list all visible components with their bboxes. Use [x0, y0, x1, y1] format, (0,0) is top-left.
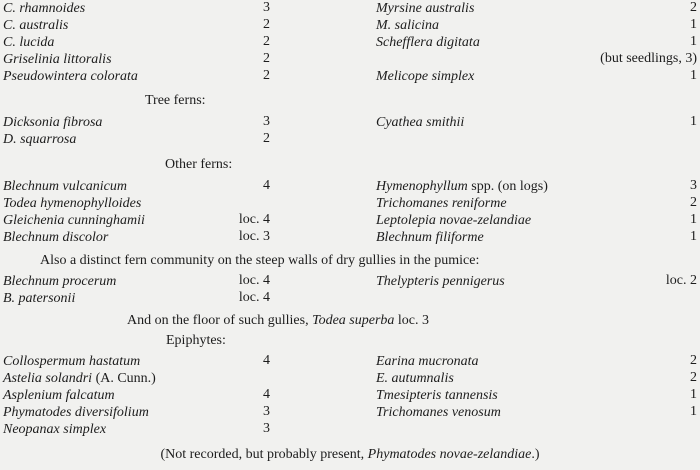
species-entry: Cyathea smithii — [376, 115, 465, 130]
species-entry: Dicksonia fibrosa — [3, 115, 103, 130]
species-entry: Hymenophyllum spp. (on logs) — [376, 179, 548, 194]
gully-floor-text: And on the floor of such gullies, Todea superba loc. 3 — [127, 313, 430, 328]
abundance-value: loc. 4 — [238, 290, 270, 305]
species-entry: Trichomanes reniforme — [376, 196, 507, 211]
species-entry: M. salicina — [376, 18, 439, 33]
abundance-value: loc. 4 — [238, 212, 270, 227]
abundance-value: 4 — [263, 387, 270, 402]
abundance-value: 1 — [690, 34, 697, 49]
species-entry: Earina mucronata — [376, 354, 479, 369]
species-entry: Todea hymenophylloides — [3, 196, 142, 211]
abundance-value: 3 — [263, 421, 270, 436]
species-entry: B. patersonii — [3, 291, 76, 306]
species-entry: Blechnum vulcanicum — [3, 179, 128, 194]
species-entry: Thelypteris pennigerus — [376, 274, 505, 289]
abundance-value: 1 — [690, 404, 697, 419]
species-entry: Blechnum filiforme — [376, 230, 484, 245]
species-entry: Blechnum discolor — [3, 230, 109, 245]
species-entry: Griselinia littoralis — [3, 52, 112, 67]
section-heading-other-ferns: Other ferns: — [165, 157, 233, 172]
abundance-value: 2 — [263, 68, 270, 83]
abundance-value: 2 — [690, 353, 697, 368]
abundance-value: 4 — [263, 178, 270, 193]
section-heading-tree-ferns: Tree ferns: — [145, 93, 206, 108]
abundance-value: 2 — [263, 17, 270, 32]
seedlings-note: (but seedlings, 3) — [600, 51, 697, 66]
species-entry: Blechnum procerum — [3, 274, 117, 289]
abundance-value: loc. 3 — [238, 229, 270, 244]
abundance-value: 2 — [263, 34, 270, 49]
gully-intro-text: Also a distinct fern community on the steep walls of dry gullies in the pumice: — [40, 253, 480, 268]
abundance-value: 1 — [690, 17, 697, 32]
species-entry: Myrsine australis — [376, 1, 475, 16]
abundance-value: 3 — [263, 114, 270, 129]
species-entry: Trichomanes venosum — [376, 405, 501, 420]
abundance-value: 2 — [263, 51, 270, 66]
species-entry: Phymatodes diversifolium — [3, 405, 149, 420]
abundance-value: 2 — [263, 131, 270, 146]
species-entry: Tmesipteris tannensis — [376, 388, 498, 403]
species-entry: Leptolepia novae-zelandiae — [376, 213, 532, 228]
abundance-value: 3 — [263, 0, 270, 15]
abundance-value: 1 — [690, 229, 697, 244]
species-entry: E. autumnalis — [376, 371, 454, 386]
species-entry: D. squarrosa — [3, 132, 77, 147]
species-entry: C. rhamnoides — [3, 1, 86, 16]
species-entry: Astelia solandri (A. Cunn.) — [3, 371, 156, 386]
abundance-value: 4 — [263, 353, 270, 368]
abundance-value: 1 — [690, 114, 697, 129]
species-entry: Schefflera digitata — [376, 35, 480, 50]
footer-note: (Not recorded, but probably present, Phymatodes novae-zelandiae.) — [160, 447, 540, 462]
abundance-value: 3 — [690, 178, 697, 193]
species-entry: Collospermum hastatum — [3, 354, 141, 369]
abundance-value: 2 — [690, 195, 697, 210]
species-entry: C. lucida — [3, 35, 55, 50]
species-entry: Gleichenia cunninghamii — [3, 213, 145, 228]
species-entry: Asplenium falcatum — [3, 388, 115, 403]
abundance-value: 1 — [690, 68, 697, 83]
species-entry: Pseudowintera colorata — [3, 69, 138, 84]
species-entry: Melicope simplex — [376, 69, 475, 84]
abundance-value: 3 — [263, 404, 270, 419]
abundance-value: 1 — [690, 387, 697, 402]
species-entry: C. australis — [3, 18, 69, 33]
abundance-value: 2 — [690, 370, 697, 385]
section-heading-epiphytes: Epiphytes: — [166, 333, 226, 348]
abundance-value: 1 — [690, 212, 697, 227]
species-entry: Neopanax simplex — [3, 422, 107, 437]
abundance-value: loc. 2 — [665, 273, 697, 288]
abundance-value: 2 — [690, 0, 697, 15]
abundance-value: loc. 4 — [238, 273, 270, 288]
